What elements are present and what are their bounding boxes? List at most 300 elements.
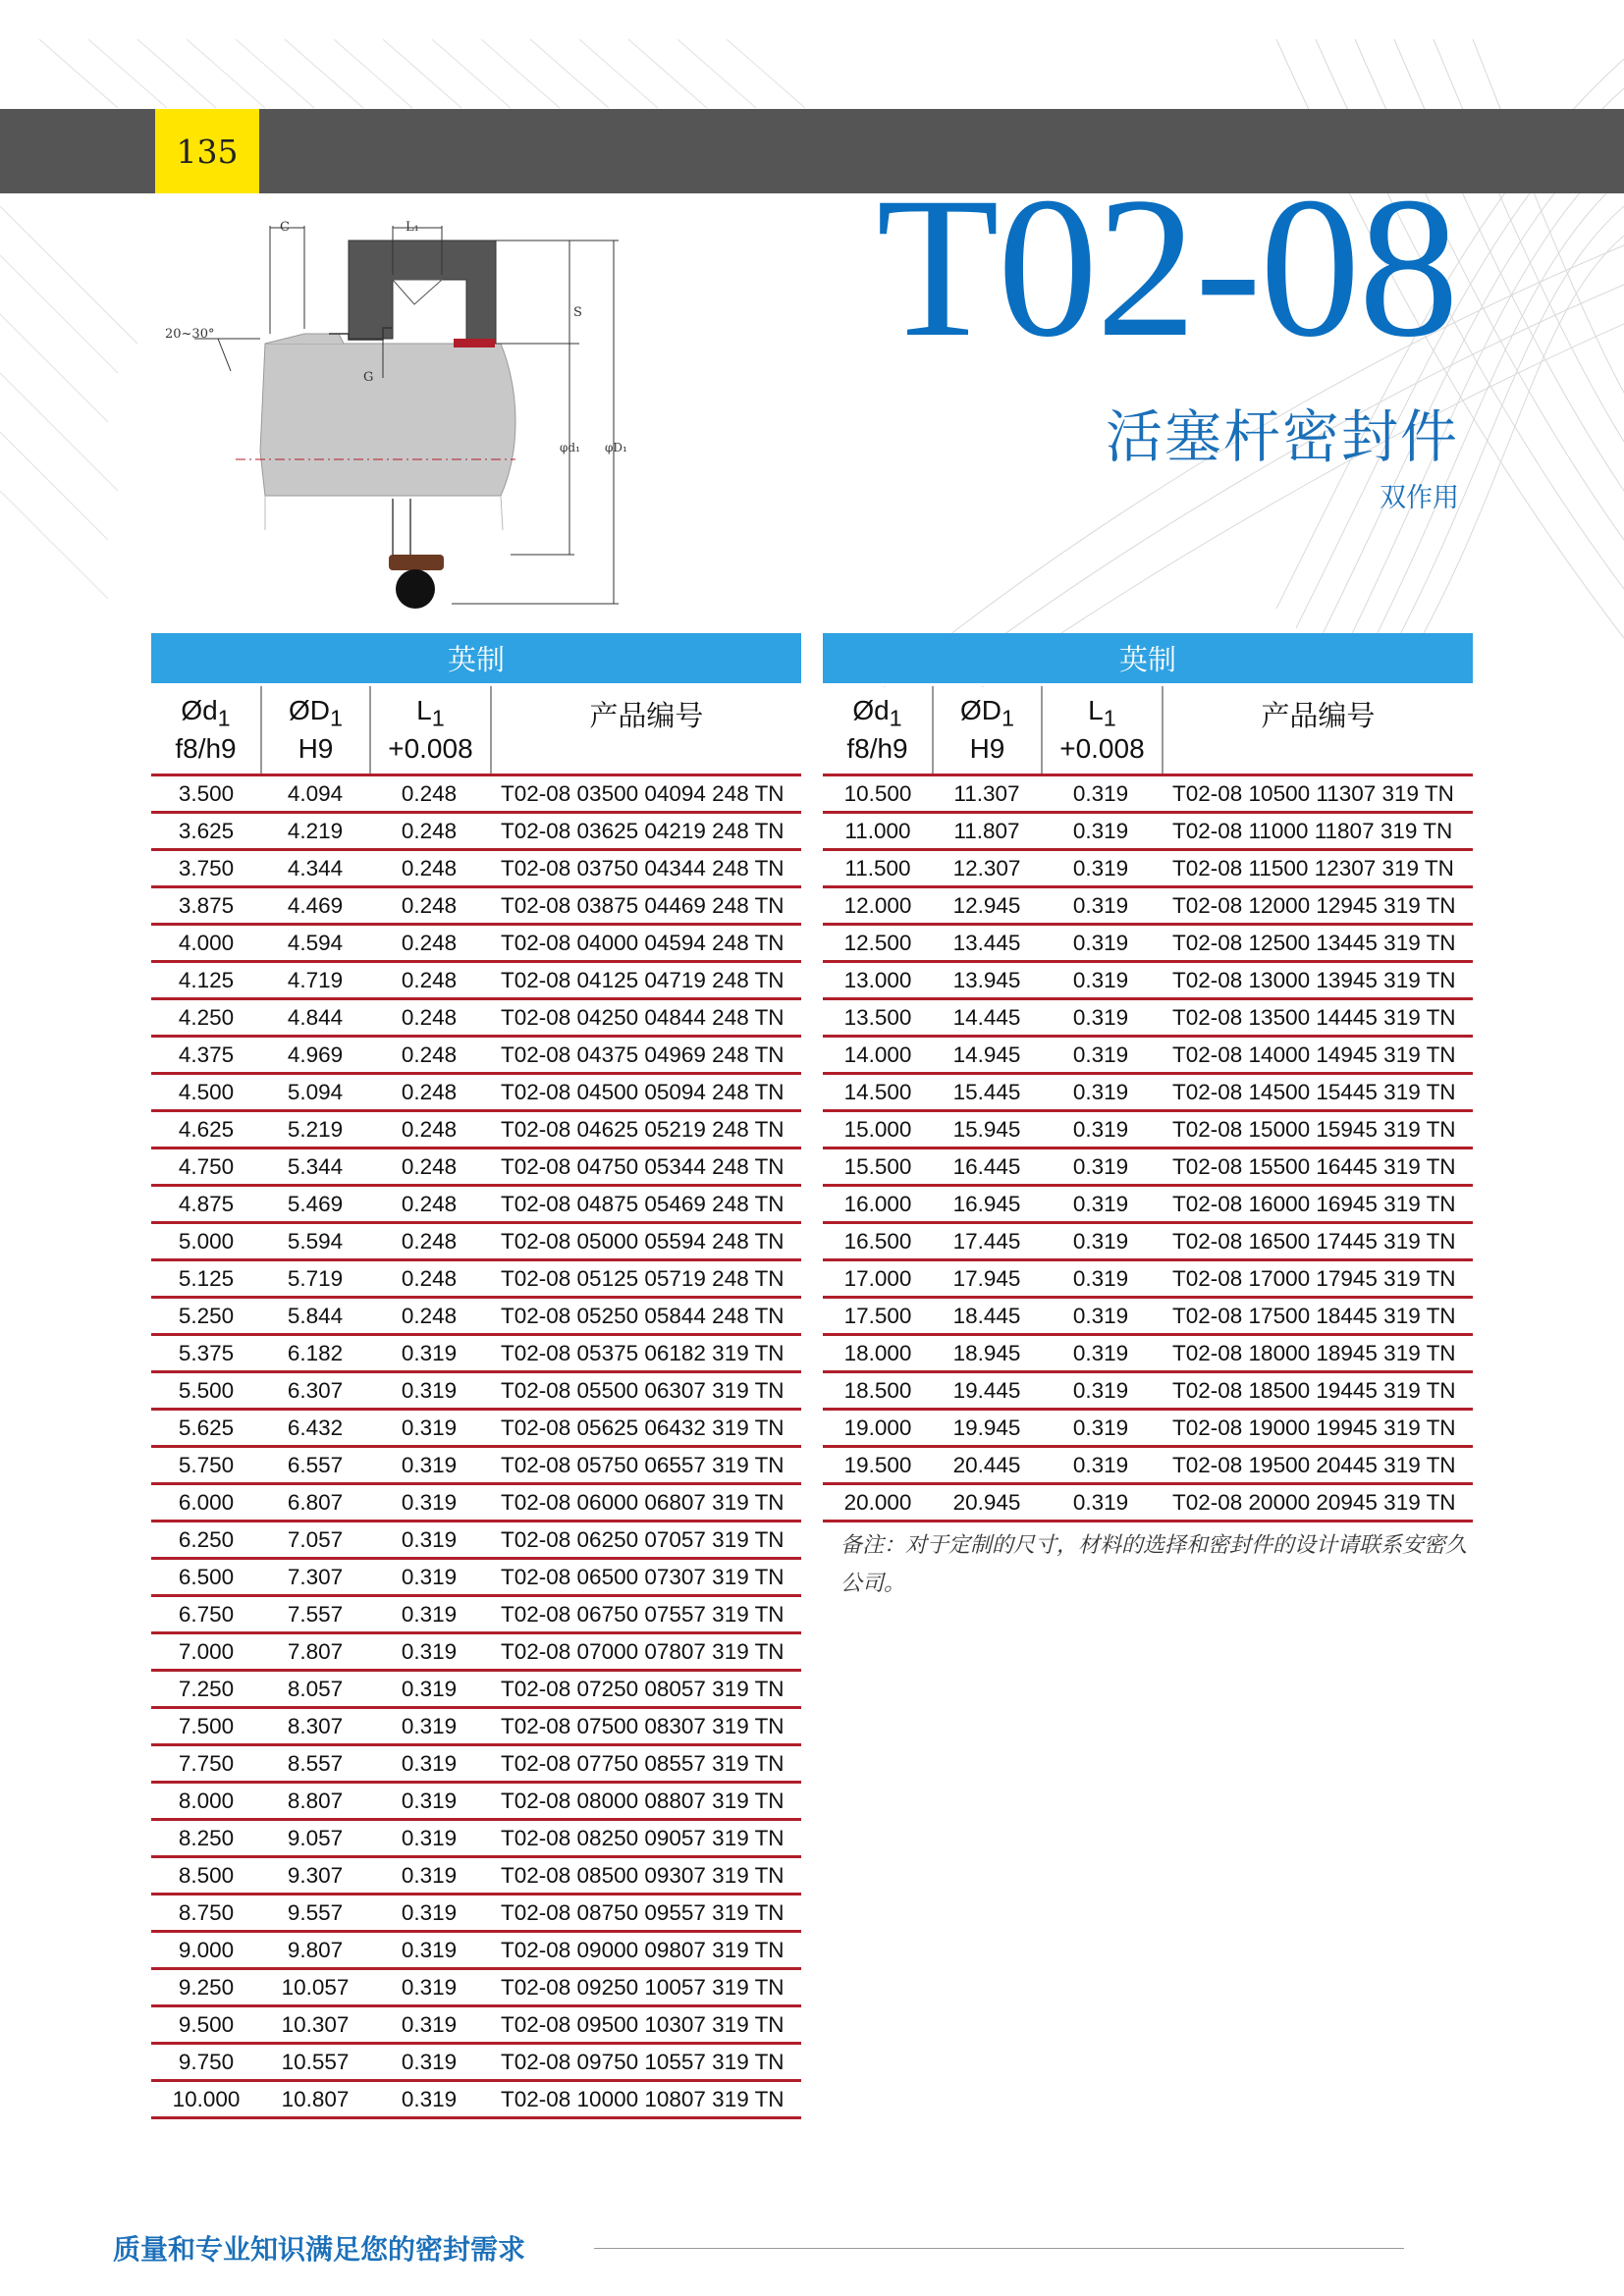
table-row bbox=[823, 1075, 1473, 1112]
o-ring bbox=[396, 569, 435, 609]
table-row bbox=[823, 1149, 1473, 1187]
table-row bbox=[823, 1299, 1473, 1336]
table-row bbox=[151, 1709, 801, 1746]
cell-product-code: T02-08 15000 15945 319 TN bbox=[1172, 1116, 1456, 1142]
cell-d1: 4.125 bbox=[178, 967, 235, 992]
cell-L1: 0.319 bbox=[1072, 855, 1129, 881]
table-row bbox=[151, 1634, 801, 1672]
cell-L1: 0.319 bbox=[1072, 1377, 1129, 1403]
cell-d1: 6.500 bbox=[178, 1564, 235, 1589]
table-right-body bbox=[823, 776, 1473, 1522]
table-row bbox=[151, 1187, 801, 1224]
table-row bbox=[151, 1112, 801, 1149]
table-row bbox=[823, 926, 1473, 963]
cell-D1: 11.807 bbox=[953, 818, 1020, 843]
cell-D1: 19.945 bbox=[952, 1415, 1021, 1440]
cell-D1: 7.557 bbox=[287, 1601, 344, 1627]
col-header-product-code: 产品编号 bbox=[1261, 699, 1376, 732]
dim-d1-label: φd₁ bbox=[560, 441, 580, 454]
cell-D1: 6.557 bbox=[287, 1452, 344, 1477]
cell-D1: 10.057 bbox=[281, 1974, 350, 2000]
table-row bbox=[151, 1373, 801, 1411]
table-row bbox=[151, 1821, 801, 1858]
cell-L1: 0.319 bbox=[1072, 892, 1129, 918]
cell-D1: 6.807 bbox=[287, 1489, 344, 1515]
cell-L1: 0.319 bbox=[1072, 1228, 1129, 1254]
table-row bbox=[151, 1485, 801, 1522]
table-left-column-headers bbox=[151, 686, 801, 776]
cell-product-code: T02-08 04750 05344 248 TN bbox=[501, 1153, 785, 1179]
dim-angle-label: 20~30° bbox=[165, 327, 215, 342]
cell-d1: 9.000 bbox=[178, 1937, 235, 1962]
table-row bbox=[151, 888, 801, 926]
table-row bbox=[151, 1672, 801, 1709]
cell-product-code: T02-08 05625 06432 319 TN bbox=[501, 1415, 785, 1440]
table-row bbox=[823, 814, 1473, 851]
footer-slogan: 质量和专业知识满足您的密封需求 bbox=[113, 2233, 526, 2266]
cell-d1: 19.500 bbox=[843, 1452, 912, 1477]
cell-d1: 5.000 bbox=[178, 1228, 235, 1254]
cell-d1: 8.500 bbox=[178, 1862, 235, 1888]
cell-product-code: T02-08 06500 07307 319 TN bbox=[501, 1564, 785, 1589]
cell-d1: 8.000 bbox=[178, 1788, 235, 1813]
cell-d1: 11.000 bbox=[844, 818, 911, 843]
cell-D1: 6.307 bbox=[287, 1377, 344, 1403]
cell-L1: 0.319 bbox=[401, 2049, 458, 2074]
action-type: 双作用 bbox=[1380, 483, 1459, 513]
cell-d1: 15.000 bbox=[843, 1116, 912, 1142]
table-row bbox=[151, 1411, 801, 1448]
cell-D1: 8.057 bbox=[287, 1676, 344, 1701]
cell-D1: 13.945 bbox=[952, 967, 1021, 992]
cell-D1: 7.057 bbox=[287, 1526, 344, 1552]
col-header-d1: $Ød_1$ f8/h9 bbox=[823, 686, 934, 774]
table-row bbox=[151, 963, 801, 1000]
cell-product-code: T02-08 09000 09807 319 TN bbox=[501, 1937, 785, 1962]
cell-L1: 0.248 bbox=[401, 1153, 458, 1179]
cell-L1: 0.248 bbox=[401, 1079, 458, 1104]
cell-product-code: T02-08 05375 06182 319 TN bbox=[501, 1340, 785, 1365]
table-row bbox=[823, 1261, 1473, 1299]
cell-product-code: T02-08 06000 06807 319 TN bbox=[501, 1489, 785, 1515]
cell-d1: 7.750 bbox=[178, 1750, 235, 1776]
col-header-d1: $Ød_1$ f8/h9 bbox=[151, 686, 262, 774]
dim-s-label: S bbox=[573, 305, 582, 320]
table-row bbox=[823, 963, 1473, 1000]
cell-d1: 13.000 bbox=[843, 967, 912, 992]
cell-L1: 0.248 bbox=[401, 855, 458, 881]
cell-d1: 18.500 bbox=[843, 1377, 912, 1403]
table-right bbox=[823, 633, 1473, 1603]
cell-product-code: T02-08 05250 05844 248 TN bbox=[501, 1303, 785, 1328]
cell-product-code: T02-08 04250 04844 248 TN bbox=[501, 1004, 785, 1030]
cell-d1: 20.000 bbox=[843, 1489, 912, 1515]
cell-d1: 9.250 bbox=[178, 1974, 235, 2000]
dim-c-label: C bbox=[280, 220, 290, 235]
cell-D1: 9.557 bbox=[287, 1899, 344, 1925]
cell-D1: 6.432 bbox=[287, 1415, 344, 1440]
backup-ring bbox=[389, 555, 444, 570]
cell-L1: 0.319 bbox=[401, 1601, 458, 1627]
cell-L1: 0.319 bbox=[401, 1489, 458, 1515]
cell-L1: 0.319 bbox=[1072, 967, 1129, 992]
cell-product-code: T02-08 17000 17945 319 TN bbox=[1172, 1265, 1456, 1291]
table-left-header: 英制 bbox=[151, 633, 801, 686]
cell-product-code: T02-08 08500 09307 319 TN bbox=[501, 1862, 785, 1888]
cell-D1: 5.594 bbox=[287, 1228, 344, 1254]
cell-L1: 0.319 bbox=[401, 1452, 458, 1477]
table-row bbox=[151, 1858, 801, 1896]
cell-product-code: T02-08 07250 08057 319 TN bbox=[501, 1676, 785, 1701]
cell-L1: 0.248 bbox=[401, 1004, 458, 1030]
cell-D1: 19.445 bbox=[952, 1377, 1021, 1403]
cell-product-code: T02-08 15500 16445 319 TN bbox=[1172, 1153, 1456, 1179]
table-row bbox=[823, 851, 1473, 888]
cell-L1: 0.248 bbox=[401, 818, 458, 843]
seal-cross-section-diagram bbox=[157, 206, 668, 618]
cell-D1: 4.594 bbox=[287, 930, 344, 955]
table-row bbox=[151, 776, 801, 814]
table-row bbox=[151, 1224, 801, 1261]
dim-r1-label: r₁ bbox=[418, 301, 429, 315]
cell-product-code: T02-08 16500 17445 319 TN bbox=[1172, 1228, 1456, 1254]
col-header-product-code: 产品编号 bbox=[589, 699, 704, 732]
cell-L1: 0.319 bbox=[1072, 1452, 1129, 1477]
rod-body bbox=[260, 344, 515, 496]
cell-d1: 3.875 bbox=[178, 892, 235, 918]
cell-L1: 0.319 bbox=[401, 2086, 458, 2111]
cell-d1: 3.500 bbox=[178, 780, 235, 806]
cell-D1: 13.445 bbox=[952, 930, 1021, 955]
cell-product-code: T02-08 07500 08307 319 TN bbox=[501, 1713, 785, 1738]
cell-L1: 0.319 bbox=[401, 1340, 458, 1365]
cell-product-code: T02-08 18000 18945 319 TN bbox=[1172, 1340, 1456, 1365]
cell-d1: 17.000 bbox=[843, 1265, 912, 1291]
cell-L1: 0.319 bbox=[1072, 780, 1129, 806]
cell-product-code: T02-08 14000 14945 319 TN bbox=[1172, 1041, 1456, 1067]
table-row bbox=[151, 2045, 801, 2082]
cell-L1: 0.319 bbox=[1072, 1340, 1129, 1365]
cell-product-code: T02-08 03875 04469 248 TN bbox=[501, 892, 785, 918]
cell-L1: 0.319 bbox=[401, 1564, 458, 1589]
cell-D1: 8.307 bbox=[287, 1713, 344, 1738]
table-row bbox=[151, 851, 801, 888]
cell-d1: 4.875 bbox=[178, 1191, 235, 1216]
cell-D1: 12.307 bbox=[952, 855, 1021, 881]
cell-product-code: T02-08 08750 09557 319 TN bbox=[501, 1899, 785, 1925]
model-title: T02-08 bbox=[876, 156, 1457, 379]
cell-L1: 0.319 bbox=[401, 1415, 458, 1440]
cell-d1: 10.500 bbox=[843, 780, 912, 806]
cell-D1: 5.219 bbox=[287, 1116, 344, 1142]
cell-d1: 5.500 bbox=[178, 1377, 235, 1403]
cell-D1: 9.807 bbox=[287, 1937, 344, 1962]
cell-D1: 18.945 bbox=[952, 1340, 1021, 1365]
table-row bbox=[151, 1299, 801, 1336]
cell-product-code: T02-08 11000 11807 319 TN bbox=[1172, 818, 1453, 843]
cell-L1: 0.319 bbox=[1072, 1079, 1129, 1104]
cell-d1: 6.250 bbox=[178, 1526, 235, 1552]
table-row bbox=[823, 1373, 1473, 1411]
cell-d1: 19.000 bbox=[843, 1415, 912, 1440]
cell-product-code: T02-08 14500 15445 319 TN bbox=[1172, 1079, 1456, 1104]
seal-lip bbox=[454, 339, 495, 347]
cell-d1: 4.375 bbox=[178, 1041, 235, 1067]
table-left bbox=[151, 633, 801, 2119]
cell-D1: 4.469 bbox=[287, 892, 344, 918]
cell-d1: 13.500 bbox=[843, 1004, 912, 1030]
cell-L1: 0.319 bbox=[401, 1713, 458, 1738]
cell-product-code: T02-08 09250 10057 319 TN bbox=[501, 1974, 785, 2000]
cell-product-code: T02-08 07000 07807 319 TN bbox=[501, 1638, 785, 1664]
table-row bbox=[151, 1970, 801, 2007]
cell-product-code: T02-08 07750 08557 319 TN bbox=[501, 1750, 785, 1776]
cell-D1: 8.807 bbox=[287, 1788, 344, 1813]
cell-product-code: T02-08 19500 20445 319 TN bbox=[1172, 1452, 1456, 1477]
cell-d1: 3.625 bbox=[178, 818, 235, 843]
cell-D1: 20.945 bbox=[952, 1489, 1021, 1515]
cell-L1: 0.248 bbox=[401, 780, 458, 806]
cell-product-code: T02-08 04125 04719 248 TN bbox=[501, 967, 785, 992]
table-row bbox=[151, 1000, 801, 1038]
table-row bbox=[151, 1560, 801, 1597]
cell-L1: 0.319 bbox=[1072, 1004, 1129, 1030]
cell-D1: 12.945 bbox=[952, 892, 1021, 918]
cell-d1: 11.500 bbox=[844, 855, 911, 881]
table-row bbox=[151, 1597, 801, 1634]
cell-L1: 0.248 bbox=[401, 1265, 458, 1291]
table-row bbox=[823, 1038, 1473, 1075]
cell-product-code: T02-08 16000 16945 319 TN bbox=[1172, 1191, 1456, 1216]
cell-product-code: T02-08 08250 09057 319 TN bbox=[501, 1825, 785, 1850]
cell-L1: 0.248 bbox=[401, 1228, 458, 1254]
cell-d1: 9.750 bbox=[178, 2049, 235, 2074]
table-row bbox=[151, 1448, 801, 1485]
cell-d1: 16.500 bbox=[843, 1228, 912, 1254]
cell-L1: 0.319 bbox=[401, 1899, 458, 1925]
cell-d1: 9.500 bbox=[178, 2011, 235, 2037]
cell-D1: 10.557 bbox=[281, 2049, 350, 2074]
table-row bbox=[151, 1261, 801, 1299]
cell-product-code: T02-08 06250 07057 319 TN bbox=[501, 1526, 785, 1552]
table-row bbox=[151, 1933, 801, 1970]
cell-product-code: T02-08 11500 12307 319 TN bbox=[1172, 855, 1454, 881]
cell-L1: 0.319 bbox=[1072, 930, 1129, 955]
cell-d1: 8.750 bbox=[178, 1899, 235, 1925]
cell-product-code: T02-08 09750 10557 319 TN bbox=[501, 2049, 785, 2074]
cell-product-code: T02-08 10000 10807 319 TN bbox=[501, 2086, 785, 2111]
table-row bbox=[151, 1336, 801, 1373]
cell-D1: 20.445 bbox=[952, 1452, 1021, 1477]
cell-D1: 15.445 bbox=[952, 1079, 1021, 1104]
cell-L1: 0.248 bbox=[401, 1303, 458, 1328]
col-header-D1: $ØD_1$ H9 bbox=[934, 686, 1043, 774]
cell-L1: 0.319 bbox=[401, 1974, 458, 2000]
table-row bbox=[151, 1038, 801, 1075]
cell-L1: 0.319 bbox=[401, 1937, 458, 1962]
cell-d1: 6.000 bbox=[178, 1489, 235, 1515]
cell-product-code: T02-08 03625 04219 248 TN bbox=[501, 818, 785, 843]
cell-L1: 0.319 bbox=[401, 1862, 458, 1888]
cell-L1: 0.319 bbox=[1072, 1041, 1129, 1067]
table-row bbox=[823, 1187, 1473, 1224]
cell-product-code: T02-08 04625 05219 248 TN bbox=[501, 1116, 785, 1142]
cell-d1: 5.250 bbox=[178, 1303, 235, 1328]
cell-D1: 5.719 bbox=[287, 1265, 344, 1291]
cell-product-code: T02-08 10500 11307 319 TN bbox=[1172, 780, 1454, 806]
cell-L1: 0.319 bbox=[1072, 1191, 1129, 1216]
table-row bbox=[823, 1448, 1473, 1485]
cell-product-code: T02-08 05125 05719 248 TN bbox=[501, 1265, 785, 1291]
cell-D1: 4.844 bbox=[287, 1004, 344, 1030]
table-right-header: 英制 bbox=[823, 633, 1473, 686]
table-row bbox=[151, 1149, 801, 1187]
cell-D1: 18.445 bbox=[952, 1303, 1021, 1328]
product-subtitle: 活塞杆密封件 bbox=[1105, 403, 1459, 470]
cell-D1: 5.344 bbox=[287, 1153, 344, 1179]
table-row bbox=[151, 926, 801, 963]
col-header-L1: $L_1$ +0.008 bbox=[371, 686, 492, 774]
cell-product-code: T02-08 17500 18445 319 TN bbox=[1172, 1303, 1456, 1328]
table-row bbox=[151, 1784, 801, 1821]
cell-product-code: T02-08 12000 12945 319 TN bbox=[1172, 892, 1456, 918]
cell-D1: 9.057 bbox=[287, 1825, 344, 1850]
cell-product-code: T02-08 04000 04594 248 TN bbox=[501, 930, 785, 955]
cell-product-code: T02-08 05500 06307 319 TN bbox=[501, 1377, 785, 1403]
cell-D1: 4.969 bbox=[287, 1041, 344, 1067]
dim-g-label: G bbox=[363, 370, 374, 385]
cell-L1: 0.319 bbox=[401, 1377, 458, 1403]
cell-d1: 7.000 bbox=[178, 1638, 235, 1664]
cell-L1: 0.248 bbox=[401, 1191, 458, 1216]
cell-D1: 15.945 bbox=[952, 1116, 1021, 1142]
cell-product-code: T02-08 19000 19945 319 TN bbox=[1172, 1415, 1456, 1440]
cell-d1: 10.000 bbox=[172, 2086, 241, 2111]
cell-d1: 5.625 bbox=[178, 1415, 235, 1440]
dim-D1-label: φD₁ bbox=[605, 441, 627, 454]
cell-L1: 0.319 bbox=[1072, 1415, 1129, 1440]
cell-D1: 5.469 bbox=[287, 1191, 344, 1216]
cell-d1: 3.750 bbox=[178, 855, 235, 881]
cell-L1: 0.319 bbox=[1072, 1153, 1129, 1179]
table-row bbox=[151, 1075, 801, 1112]
cell-L1: 0.319 bbox=[1072, 1116, 1129, 1142]
cell-D1: 5.844 bbox=[287, 1303, 344, 1328]
table-note: 备注：对于定制的尺寸，材料的选择和密封件的设计请联系安密久公司。 bbox=[840, 1533, 1468, 1596]
cell-D1: 4.094 bbox=[287, 780, 344, 806]
cell-D1: 4.719 bbox=[287, 967, 344, 992]
cell-d1: 5.750 bbox=[178, 1452, 235, 1477]
table-row bbox=[151, 2082, 801, 2119]
cell-L1: 0.248 bbox=[401, 930, 458, 955]
cell-D1: 10.807 bbox=[281, 2086, 350, 2111]
cell-L1: 0.319 bbox=[401, 1676, 458, 1701]
table-row bbox=[151, 1746, 801, 1784]
cell-d1: 8.250 bbox=[178, 1825, 235, 1850]
cell-D1: 11.307 bbox=[953, 780, 1020, 806]
table-row bbox=[823, 1411, 1473, 1448]
cell-D1: 9.307 bbox=[287, 1862, 344, 1888]
cell-D1: 16.445 bbox=[952, 1153, 1021, 1179]
cell-d1: 5.375 bbox=[178, 1340, 235, 1365]
cell-product-code: T02-08 18500 19445 319 TN bbox=[1172, 1377, 1456, 1403]
cell-D1: 17.445 bbox=[952, 1228, 1021, 1254]
table-row bbox=[823, 776, 1473, 814]
dim-l1-label: L₁ bbox=[406, 220, 419, 235]
cell-product-code: T02-08 12500 13445 319 TN bbox=[1172, 930, 1456, 955]
cell-d1: 12.000 bbox=[843, 892, 912, 918]
cell-d1: 17.500 bbox=[843, 1303, 912, 1328]
cell-D1: 7.307 bbox=[287, 1564, 344, 1589]
cell-product-code: T02-08 03500 04094 248 TN bbox=[501, 780, 785, 806]
cell-product-code: T02-08 06750 07557 319 TN bbox=[501, 1601, 785, 1627]
cell-d1: 4.625 bbox=[178, 1116, 235, 1142]
cell-product-code: T02-08 03750 04344 248 TN bbox=[501, 855, 785, 881]
cell-D1: 14.945 bbox=[952, 1041, 1021, 1067]
cell-L1: 0.319 bbox=[401, 1825, 458, 1850]
cell-D1: 14.445 bbox=[952, 1004, 1021, 1030]
table-right-column-headers bbox=[823, 686, 1473, 776]
table-row bbox=[823, 1336, 1473, 1373]
cell-product-code: T02-08 04875 05469 248 TN bbox=[501, 1191, 785, 1216]
table-row bbox=[151, 814, 801, 851]
cell-product-code: T02-08 05000 05594 248 TN bbox=[501, 1228, 785, 1254]
table-row bbox=[823, 1485, 1473, 1522]
cell-D1: 4.219 bbox=[287, 818, 344, 843]
table-row bbox=[151, 1522, 801, 1560]
cell-L1: 0.319 bbox=[401, 1638, 458, 1664]
col-header-L1: $L_1$ +0.008 bbox=[1043, 686, 1164, 774]
cell-L1: 0.248 bbox=[401, 967, 458, 992]
cell-d1: 4.500 bbox=[178, 1079, 235, 1104]
cell-d1: 4.750 bbox=[178, 1153, 235, 1179]
cell-d1: 16.000 bbox=[843, 1191, 912, 1216]
cell-D1: 16.945 bbox=[952, 1191, 1021, 1216]
cell-L1: 0.248 bbox=[401, 892, 458, 918]
cell-L1: 0.319 bbox=[401, 1788, 458, 1813]
cell-product-code: T02-08 20000 20945 319 TN bbox=[1172, 1489, 1456, 1515]
cell-D1: 5.094 bbox=[287, 1079, 344, 1104]
table-left-body bbox=[151, 776, 801, 2119]
footer-divider bbox=[594, 2248, 1404, 2249]
cell-d1: 14.500 bbox=[843, 1079, 912, 1104]
cell-product-code: T02-08 05750 06557 319 TN bbox=[501, 1452, 785, 1477]
cell-product-code: T02-08 04500 05094 248 TN bbox=[501, 1079, 785, 1104]
cell-L1: 0.248 bbox=[401, 1116, 458, 1142]
cell-L1: 0.319 bbox=[401, 1750, 458, 1776]
table-row bbox=[823, 1224, 1473, 1261]
cell-product-code: T02-08 08000 08807 319 TN bbox=[501, 1788, 785, 1813]
cell-product-code: T02-08 13000 13945 319 TN bbox=[1172, 967, 1456, 992]
table-row bbox=[151, 2007, 801, 2045]
cell-d1: 7.250 bbox=[178, 1676, 235, 1701]
cell-product-code: T02-08 09500 10307 319 TN bbox=[501, 2011, 785, 2037]
table-row bbox=[823, 888, 1473, 926]
cell-d1: 7.500 bbox=[178, 1713, 235, 1738]
cell-L1: 0.248 bbox=[401, 1041, 458, 1067]
cell-L1: 0.319 bbox=[1072, 818, 1129, 843]
col-header-D1: $ØD_1$ H9 bbox=[262, 686, 371, 774]
cell-product-code: T02-08 04375 04969 248 TN bbox=[501, 1041, 785, 1067]
cell-L1: 0.319 bbox=[1072, 1489, 1129, 1515]
cell-d1: 15.500 bbox=[843, 1153, 912, 1179]
cell-d1: 18.000 bbox=[843, 1340, 912, 1365]
cell-d1: 5.125 bbox=[178, 1265, 235, 1291]
table-row bbox=[151, 1896, 801, 1933]
cell-L1: 0.319 bbox=[401, 2011, 458, 2037]
cell-d1: 4.250 bbox=[178, 1004, 235, 1030]
cell-D1: 8.557 bbox=[287, 1750, 344, 1776]
